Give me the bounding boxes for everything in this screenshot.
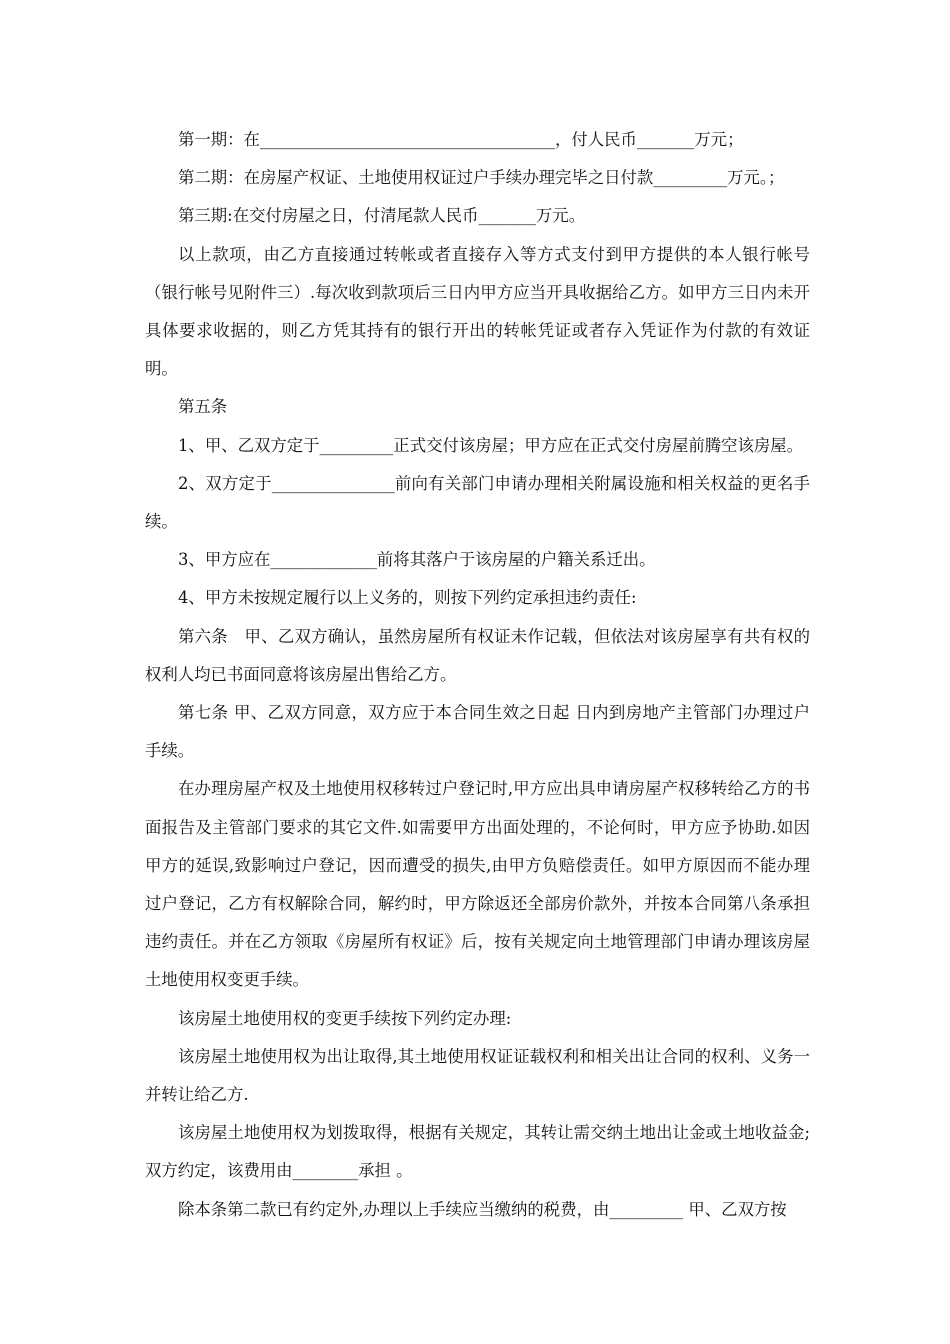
paragraph-second-installment: 第二期：在房屋产权证、土地使用权证过户手续办理完毕之日付款_________万元。；	[178, 168, 785, 188]
paragraph-land-transfer-granted: 该房屋土地使用权为出让取得,其土地使用权证证载权利和相关出让合同的权利、义务一并转让给乙方.	[145, 1046, 810, 1105]
paragraph-payment-method: 以上款项，由乙方直接通过转帐或者直接存入等方式支付到甲方提供的本人银行帐号（银行帐号见附件三）.每次收到款项后三日内甲方应当开具收据给乙方。如甲方三日内未开具体要求收据的，则乙方凭其持有的银行开出的转帐凭证或者存入凭证作为付款的有效证明。	[145, 244, 810, 379]
article-five-item-1: 1、甲、乙双方定于_________正式交付该房屋；甲方应在正式交付房屋前腾空该房屋。	[178, 435, 804, 455]
paragraph-third-installment: 第三期:在交付房屋之日，付清尾款人民币_______万元。	[178, 206, 586, 226]
article-five-heading: 第五条	[178, 397, 228, 417]
paragraph-taxes-fees: 除本条第二款已有约定外,办理以上手续应当缴纳的税费，由_________ 甲、乙双方按	[178, 1199, 787, 1219]
article-five-item-4: 4、甲方未按规定履行以上义务的，则按下列约定承担违约责任:	[178, 588, 637, 608]
document-body	[145, 121, 810, 1229]
paragraph-land-use-change: 该房屋土地使用权的变更手续按下列约定办理:	[178, 1008, 512, 1028]
article-seven: 第七条 甲、乙双方同意，双方应于本合同生效之日起 日内到房地产主管部门办理过户手续。	[145, 703, 810, 761]
paragraph-land-transfer-allocated: 该房屋土地使用权为划拨取得，根据有关规定，其转让需交纳土地出让金或土地收益金;双方约定，该费用由________承担 。	[145, 1123, 810, 1181]
article-five-item-3: 3、甲方应在_____________前将其落户于该房屋的户籍关系迁出。	[178, 550, 656, 570]
article-five-item-2: 2、双方定于_______________前向有关部门申请办理相关附属设施和相关权益的更名手续。	[145, 473, 810, 532]
paragraph-transfer-registration: 在办理房屋产权及土地使用权移转过户登记时,甲方应出具申请房屋产权移转给乙方的书面报告及主管部门要求的其它文件.如需要甲方出面处理的，不论何时，甲方应予协助.如因甲方的延误,致影响过户登记，因而遭受的损失,由甲方负赔偿责任。如甲方原因而不能办理过户登记，乙方有权解除合同，解约时，甲方除返还全部房价款外，并按本合同第八条承担违约责任。并在乙方领取《房屋所有权证》后，按有关规定向土地管理部门申请办理该房屋土地使用权变更手续。	[145, 779, 810, 990]
paragraph-first-installment: 第一期：在____________________________________，付人民币_______万元；	[178, 130, 744, 149]
article-six: 第六条 甲、乙双方确认，虽然房屋所有权证未作记载，但依法对该房屋享有共有权的权利人均已书面同意将该房屋出售给乙方。	[145, 626, 810, 684]
